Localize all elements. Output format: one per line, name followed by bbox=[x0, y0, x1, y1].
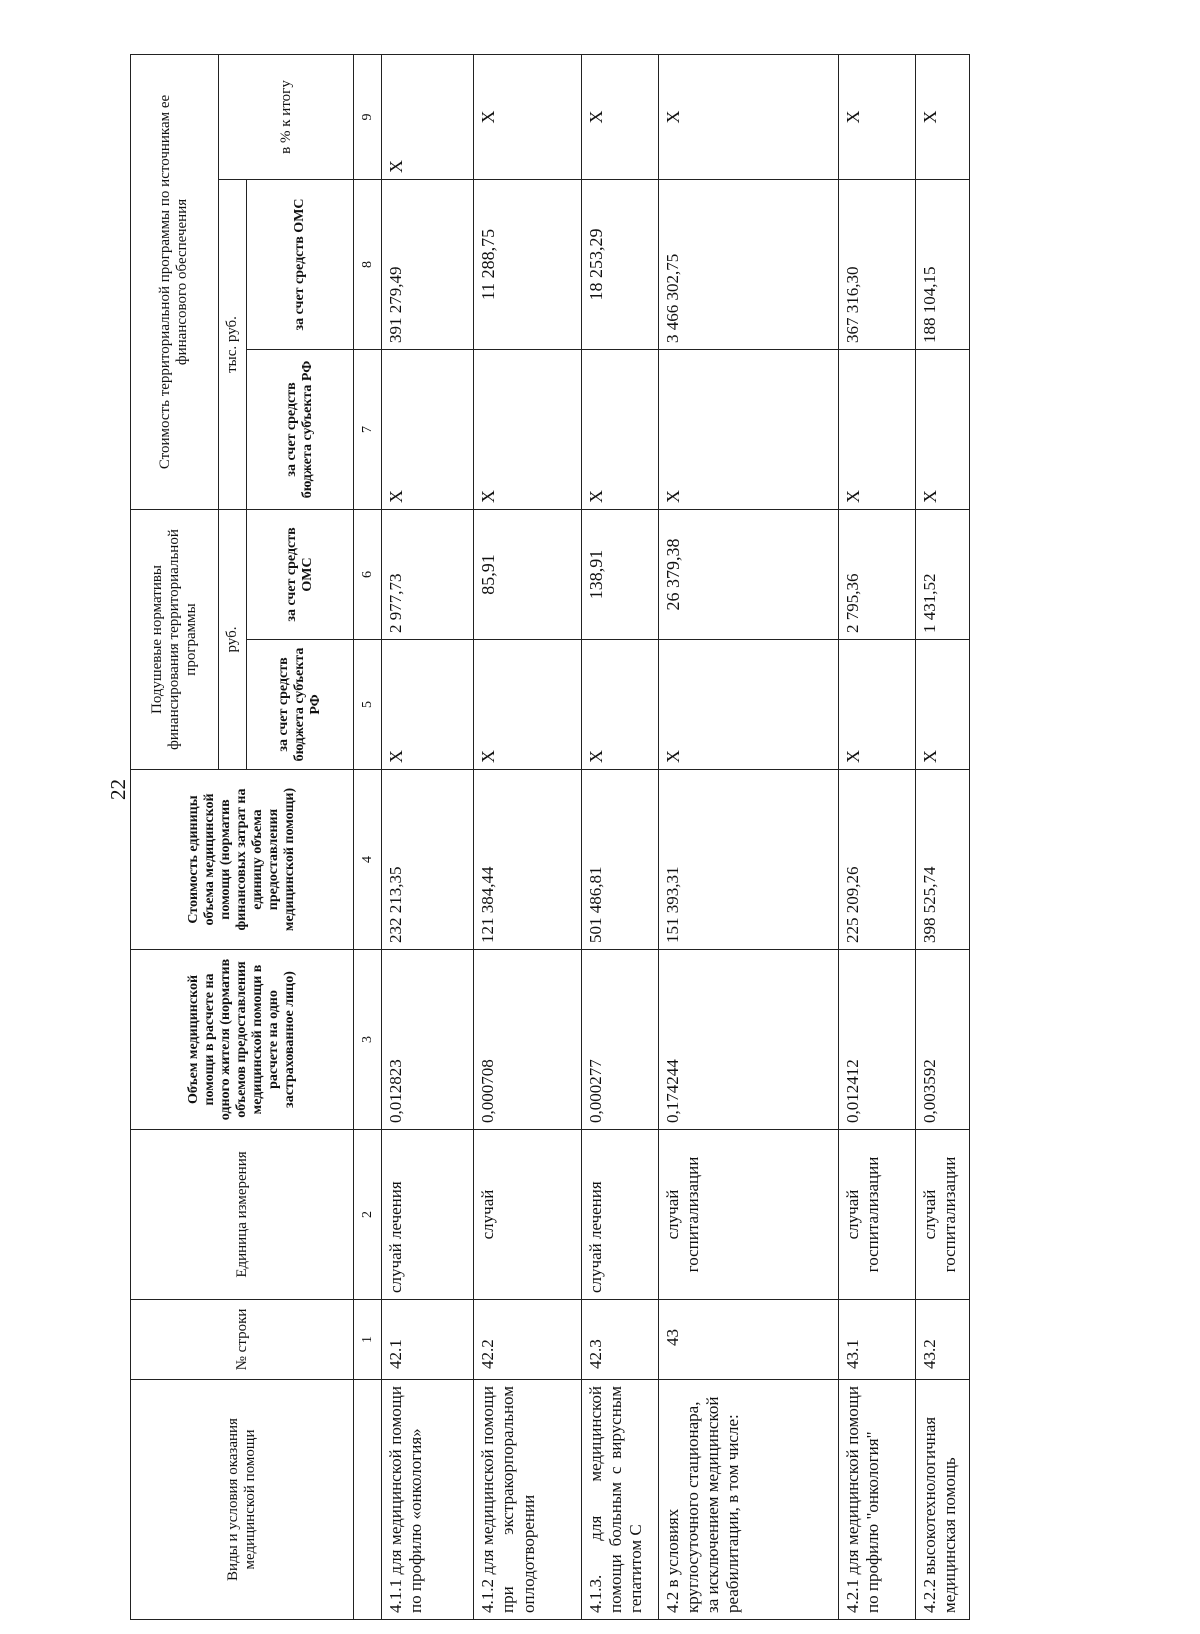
row-total-budget: X bbox=[581, 349, 658, 509]
row-percent: X bbox=[839, 54, 916, 179]
row-total-budget: X bbox=[382, 349, 474, 509]
row-code: 43.2 bbox=[916, 1300, 970, 1380]
row-cost: 151 393,31 bbox=[658, 770, 838, 950]
row-percent: X bbox=[382, 54, 474, 179]
table-row bbox=[658, 54, 838, 1619]
row-volume: 0,000708 bbox=[474, 950, 581, 1130]
column-number: 1 bbox=[354, 1300, 382, 1380]
row-volume: 0,003592 bbox=[916, 950, 970, 1130]
row-unit: случай лечения bbox=[382, 1130, 474, 1300]
row-pc-budget: X bbox=[382, 640, 474, 770]
row-cost: 398 525,74 bbox=[916, 770, 970, 950]
row-total-oms: 188 104,15 bbox=[916, 179, 970, 349]
column-number: 8 bbox=[354, 179, 382, 349]
row-name: 4.2.2 высокотехнологичная медицинская помощь bbox=[916, 1380, 970, 1620]
row-pc-oms: 2 795,36 bbox=[839, 509, 916, 639]
header-percapita-group: Подушевые нормативы финансирования территориальной программы bbox=[131, 509, 219, 769]
page-number: 22 bbox=[106, 779, 130, 800]
row-name: 4.1.3. для медицинской помощи больным с вирусным гепатитом С bbox=[581, 1380, 658, 1620]
row-pc-oms: 1 431,52 bbox=[916, 509, 970, 639]
row-pc-oms: 2 977,73 bbox=[382, 509, 474, 639]
header-row-1 bbox=[131, 54, 219, 1619]
row-code: 43 bbox=[658, 1300, 838, 1380]
row-cost: 225 209,26 bbox=[839, 770, 916, 950]
row-pc-oms: 138,91 bbox=[581, 509, 658, 639]
table-row bbox=[916, 54, 970, 1619]
financing-table bbox=[130, 54, 970, 1620]
row-pc-oms: 85,91 bbox=[474, 509, 581, 639]
row-unit: случай лечения bbox=[581, 1130, 658, 1300]
row-pc-budget: X bbox=[474, 640, 581, 770]
row-pc-oms: 26 379,38 bbox=[658, 509, 838, 639]
column-number: 6 bbox=[354, 509, 382, 639]
row-code: 42.3 bbox=[581, 1300, 658, 1380]
header-unit: Единица измерения bbox=[131, 1130, 354, 1300]
header-pc-budget: за счет средств бюджета субъекта РФ bbox=[247, 640, 354, 770]
row-total-oms: 391 279,49 bbox=[382, 179, 474, 349]
header-pc-oms: за счет средств ОМС bbox=[247, 509, 354, 639]
table-row bbox=[382, 54, 474, 1619]
row-unit: случай bbox=[474, 1130, 581, 1300]
header-unit-rub: руб. bbox=[218, 509, 246, 769]
row-total-budget: X bbox=[658, 349, 838, 509]
column-number: 9 bbox=[354, 54, 382, 179]
column-number: 7 bbox=[354, 349, 382, 509]
column-number: 2 bbox=[354, 1130, 382, 1300]
row-name: 4.1.1 для медицинской помощи по профилю «онкология» bbox=[382, 1380, 474, 1620]
table-row bbox=[839, 54, 916, 1619]
row-name: 4.2.1 для медицинской помощи по профилю "онкология" bbox=[839, 1380, 916, 1620]
row-volume: 0,012823 bbox=[382, 950, 474, 1130]
row-percent: X bbox=[658, 54, 838, 179]
row-volume: 0,012412 bbox=[839, 950, 916, 1130]
column-number: 4 bbox=[354, 770, 382, 950]
row-pc-budget: X bbox=[839, 640, 916, 770]
row-total-oms: 18 253,29 bbox=[581, 179, 658, 349]
row-cost: 232 213,35 bbox=[382, 770, 474, 950]
table-row bbox=[474, 54, 581, 1619]
row-code: 43.1 bbox=[839, 1300, 916, 1380]
header-row-no: № строки bbox=[131, 1300, 354, 1380]
row-code: 42.1 bbox=[382, 1300, 474, 1380]
rotated-page bbox=[130, 55, 970, 1620]
header-total-group: Стоимость территориальной программы по источникам ее финансового обеспечения bbox=[131, 54, 219, 509]
row-name: 4.1.2 для медицинской помощи при экстракорпоральном оплодотворении bbox=[474, 1380, 581, 1620]
header-cost: Стоимость единицы объема медицинской помощи (норматив финансовых затрат на единицу объема предоставления медицинской помощи) bbox=[131, 770, 354, 950]
row-name: 4.2 в условиях круглосуточного стационара, за исключением медицинской реабилитации, в том числе: bbox=[658, 1380, 838, 1620]
row-total-oms: 3 466 302,75 bbox=[658, 179, 838, 349]
column-number-row bbox=[354, 54, 382, 1619]
row-cost: 121 384,44 bbox=[474, 770, 581, 950]
row-pc-budget: X bbox=[916, 640, 970, 770]
row-percent: X bbox=[916, 54, 970, 179]
header-unit-thousand-rub: тыс. руб. bbox=[218, 179, 246, 509]
row-percent: X bbox=[474, 54, 581, 179]
column-number: 3 bbox=[354, 950, 382, 1130]
column-number bbox=[354, 1380, 382, 1620]
row-total-oms: 367 316,30 bbox=[839, 179, 916, 349]
row-volume: 0,000277 bbox=[581, 950, 658, 1130]
header-volume: Объем медицинской помощи в расчете на одного жителя (норматив объемов предоставления медицинской помощи в расчете на одно застрахованное лицо) bbox=[131, 950, 354, 1130]
row-unit: случай госпитализации bbox=[916, 1130, 970, 1300]
row-volume: 0,174244 bbox=[658, 950, 838, 1130]
header-total-budget: за счет средств бюджета субъекта РФ bbox=[247, 349, 354, 509]
row-cost: 501 486,81 bbox=[581, 770, 658, 950]
table-row bbox=[581, 54, 658, 1619]
header-percent: в % к итогу bbox=[218, 54, 353, 179]
row-pc-budget: X bbox=[581, 640, 658, 770]
row-total-budget: X bbox=[474, 349, 581, 509]
row-unit: случай госпитализации bbox=[658, 1130, 838, 1300]
row-unit: случай госпитализации bbox=[839, 1130, 916, 1300]
row-code: 42.2 bbox=[474, 1300, 581, 1380]
row-pc-budget: X bbox=[658, 640, 838, 770]
column-number: 5 bbox=[354, 640, 382, 770]
row-total-budget: X bbox=[839, 349, 916, 509]
header-total-oms: за счет средств ОМС bbox=[247, 179, 354, 349]
row-total-budget: X bbox=[916, 349, 970, 509]
row-percent: X bbox=[581, 54, 658, 179]
header-type: Виды и условия оказания медицинской помощи bbox=[131, 1380, 354, 1620]
row-total-oms: 11 288,75 bbox=[474, 179, 581, 349]
